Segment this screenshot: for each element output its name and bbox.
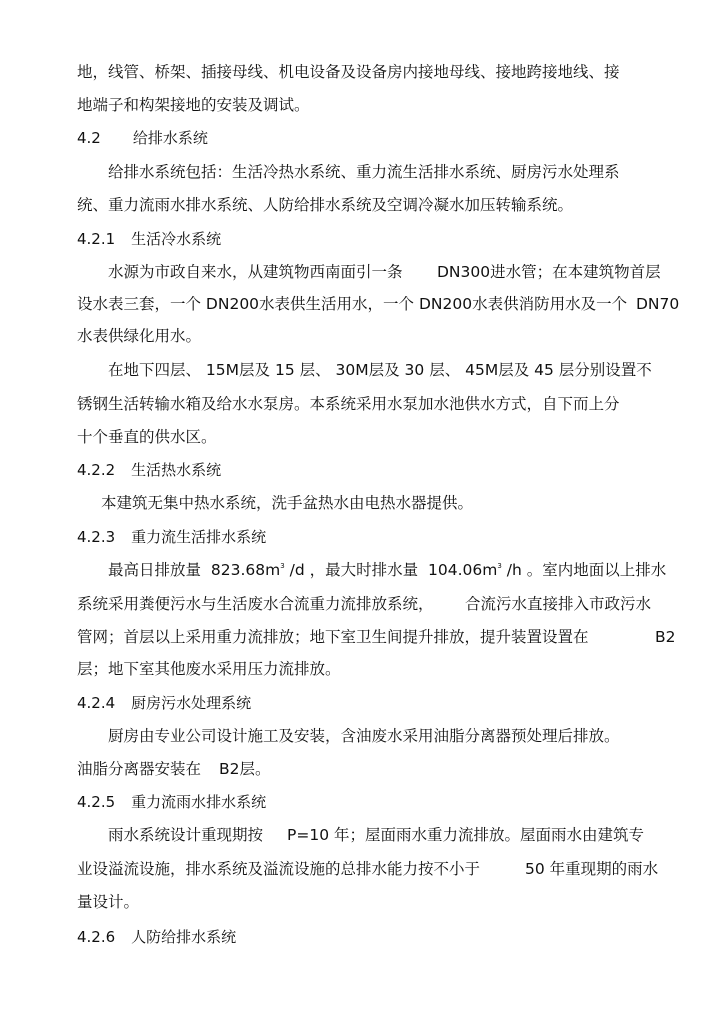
section-title: 生活热水系统 [131, 461, 222, 479]
max-daily-discharge: 823.68m [210, 561, 281, 579]
body-text-line: 50 年重现期的雨水 [525, 860, 659, 878]
body-text-line: 层；地下室其他废水采用压力流排放。 [77, 660, 341, 678]
section-title: 厨房污水处理系统 [131, 694, 252, 712]
section-title: 重力流生活排水系统 [131, 528, 267, 546]
body-text-line: 厨房由专业公司设计施工及安装，含油废水采用油脂分离器预处理后排放。 [108, 727, 620, 745]
body-text-line: 统、重力流雨水排水系统、人防给排水系统及空调冷凝水加压转输系统。 [77, 196, 574, 214]
section-title: 人防给排水系统 [131, 928, 237, 946]
max-hourly-discharge: 104.06m [428, 561, 498, 579]
body-text-line: 在地下四层、 15M层及 15 层、 30M层及 30 层、 45M层及 45 层分别设置不 [108, 361, 652, 379]
body-text-line: DN70 [636, 295, 680, 313]
section-heading-4-2-4 [77, 692, 251, 714]
body-text-line: 锈钢生活转输水箱及给水水泵房。本系统采用水泵加水池供水方式，自下而上分 [77, 395, 620, 413]
body-text-line: 给排水系统包括：生活冷热水系统、重力流生活排水系统、厨房污水处理系 [108, 163, 620, 181]
body-text-line: DN300进水管；在本建筑物首层 [437, 263, 661, 281]
body-text-line: 量设计。 [77, 893, 140, 911]
body-text-line: 雨水系统设计重现期按 [108, 826, 264, 844]
body-text-line: 本建筑无集中热水系统，洗手盆热水由电热水器提供。 [101, 494, 474, 512]
body-text-line: 地端子和构架接地的安装及调试。 [77, 96, 310, 114]
body-text-line: B2 [655, 628, 676, 646]
section-title: 生活冷水系统 [131, 230, 222, 248]
section-heading-4-2-1 [77, 228, 221, 250]
section-number: 4.2.3 [77, 528, 116, 546]
section-number: 4.2 [77, 129, 101, 147]
body-text-line: 十个垂直的供水区。 [77, 428, 217, 446]
body-text-line: 水源为市政自来水，从建筑物西南面引一条 [108, 263, 403, 281]
body-text-line: 地，线管、桥架、插接母线、机电设备及设备房内接地母线、接地跨接地线、接 [77, 63, 620, 81]
body-text-line: 设水表三套，一个 DN200水表供生活用水，一个 DN200水表供消防用水及一个 [77, 295, 628, 313]
section-number: 4.2.2 [77, 461, 116, 479]
body-text-line: 业设溢流设施，排水系统及溢流设施的总排水能力按不小于 [77, 860, 481, 878]
body-text-line: 系统采用粪便污水与生活废水合流重力流排放系统， [77, 595, 434, 613]
section-heading-4-2-3 [77, 526, 266, 548]
section-heading-4-2-6 [77, 926, 236, 948]
section-title: 给排水系统 [132, 129, 208, 147]
section-number: 4.2.4 [77, 694, 116, 712]
section-heading-4-2-2 [77, 459, 221, 481]
section-number: 4.2.6 [77, 928, 116, 946]
body-text-line: 合流污水直接排入市政污水 [465, 595, 652, 613]
section-heading-4-2-5 [77, 791, 266, 813]
body-text-line: 最高日排放量 $823.68m^3$ /d ，最大时排水量 $104.06m^3$ /h 。室内地面以上排水 [108, 561, 667, 579]
section-title: 重力流雨水排水系统 [131, 793, 267, 811]
section-number: 4.2.5 [77, 793, 116, 811]
body-text-line: 油脂分离器安装在 B2层。 [77, 760, 271, 778]
section-number: 4.2.1 [77, 230, 116, 248]
body-text-line: P=10 年；屋面雨水重力流排放。屋面雨水由建筑专 [287, 826, 644, 844]
section-heading-4-2 [77, 127, 208, 149]
body-text-line: 水表供绿化用水。 [77, 327, 202, 345]
body-text-line: 管网；首层以上采用重力流排放；地下室卫生间提升排放，提升装置设置在 [77, 628, 589, 646]
